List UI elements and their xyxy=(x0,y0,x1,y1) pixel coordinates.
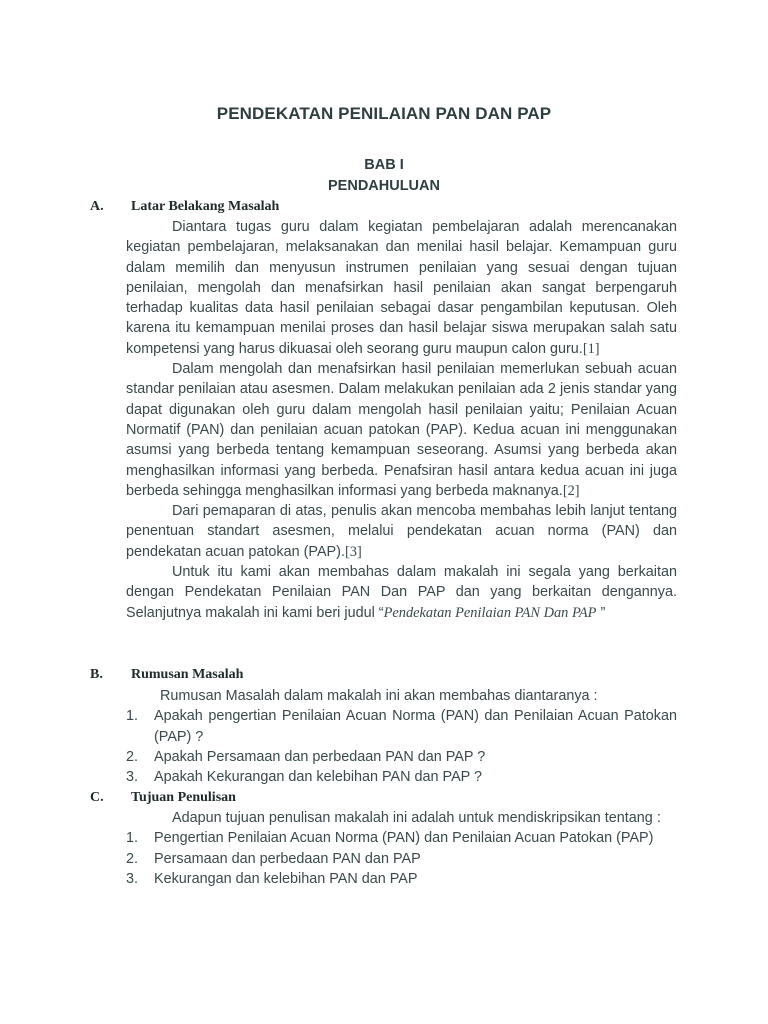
section-b-list xyxy=(126,686,677,787)
list-number: 1. xyxy=(126,830,139,847)
chapter-number: BAB I xyxy=(364,157,404,173)
section-a-title: Latar Belakang Masalah xyxy=(131,199,280,214)
paragraph-2-text: Dalam mengolah dan menafsirkan hasil penilaian memerlukan sebuah acuan standar penilaian atau asesmen. Dalam melakukan penilaian ada 2 jenis standar yang dapat digunakan oleh guru dalam mengolah hasil penilaian yaitu; Penilaian Acuan Normatif (PAN) dan penilaian acuan patokan (PAP). Kedua acuan ini menggunakan asumsi yang berbeda tentang kemampuan seseorang. Asumsi yang berbeda akan menghasilkan informasi yang berbeda. Penafsiran hasil antara kedua acuan ini juga berbeda sehingga menghasilkan informasi yang berbeda maknanya. xyxy=(126,361,677,499)
footnote-ref-1[interactable]: [1] xyxy=(582,340,600,357)
paragraph-1-text: Diantara tugas guru dalam kegiatan pembelajaran adalah merencanakan kegiatan pembelajaran, melaksanakan dan menilai hasil belajar. Kemampuan guru dalam memilih dan menyusun instrumen penilaian yang sesuai dengan tujuan penilaian, mengolah dan menafsirkan hasil penilaian akan sangat berpengaruh terhadap kualitas data hasil penilaian sebagai dasar pengambilan keputusan. Oleh karena itu kemampuan menilai proses dan hasil belajar siswa merupakan salah satu kompetensi yang harus dikuasai oleh seorang guru maupun calon guru. xyxy=(126,219,677,357)
list-number: 2. xyxy=(126,850,139,867)
section-c-list xyxy=(126,808,677,889)
list-item-text: Apakah pengertian Penilaian Acuan Norma (PAN) dan Penilaian Acuan Patokan (PAP) ? xyxy=(154,708,677,745)
list-number: 3. xyxy=(126,870,139,887)
list-item xyxy=(126,849,677,869)
list-item-text: Apakah Persamaan dan perbedaan PAN dan PAP ? xyxy=(154,748,486,765)
document-title: PENDEKATAN PENILAIAN PAN DAN PAP xyxy=(216,104,552,123)
section-a-body xyxy=(126,217,677,623)
chapter-title: PENDAHULUAN xyxy=(328,178,440,194)
paragraph-1 xyxy=(126,217,677,359)
section-c-letter: C. xyxy=(90,790,104,805)
list-item-text: Kekurangan dan kelebihan PAN dan PAP xyxy=(154,870,418,887)
list-item xyxy=(126,706,677,747)
list-item-text: Apakah Kekurangan dan kelebihan PAN dan PAP ? xyxy=(154,769,483,786)
paragraph-4-text: Untuk itu kami akan membahas dalam makalah ini segala yang berkaitan dengan Pendekatan Penilaian PAN Dan PAP dan yang berkaitan dengannya. Selanjutnya makalah ini kami beri judul “ xyxy=(126,564,677,621)
paragraph-2 xyxy=(126,359,677,501)
paragraph-3-text: Dari pemaparan di atas, penulis akan mencoba membahas lebih lanjut tentang penentuan standart asesmen, melalui pendekatan acuan norma (PAN) dan pendekatan acuan patokan (PAP). xyxy=(126,503,677,560)
paragraph-3 xyxy=(126,501,677,562)
section-c-intro: Adapun tujuan penulisan makalah ini adalah untuk mendiskripsikan tentang : xyxy=(172,810,661,826)
footnote-ref-2[interactable]: [2] xyxy=(562,482,580,499)
section-b-title: Rumusan Masalah xyxy=(131,667,244,682)
list-item xyxy=(126,767,677,787)
section-b-intro: Rumusan Masalah dalam makalah ini akan membahas diantaranya : xyxy=(160,688,598,704)
paragraph-4 xyxy=(126,562,677,623)
list-item-text: Pengertian Penilaian Acuan Norma (PAN) dan Penilaian Acuan Patokan (PAP) xyxy=(154,830,654,847)
paragraph-4-end: ” xyxy=(596,604,606,621)
section-b-letter: B. xyxy=(90,667,103,682)
section-a-letter: A. xyxy=(90,199,104,214)
list-item xyxy=(126,747,677,767)
list-item-text: Persamaan dan perbedaan PAN dan PAP xyxy=(154,850,421,867)
paper-title-italic: Pendekatan Penilaian PAN Dan PAP xyxy=(383,604,597,621)
list-item xyxy=(126,869,677,889)
section-c-title: Tujuan Penulisan xyxy=(131,790,236,805)
list-number: 1. xyxy=(126,708,139,725)
list-item xyxy=(126,828,677,848)
list-number: 2. xyxy=(126,748,139,765)
footnote-ref-3[interactable]: [3] xyxy=(344,543,362,560)
list-number: 3. xyxy=(126,769,139,786)
